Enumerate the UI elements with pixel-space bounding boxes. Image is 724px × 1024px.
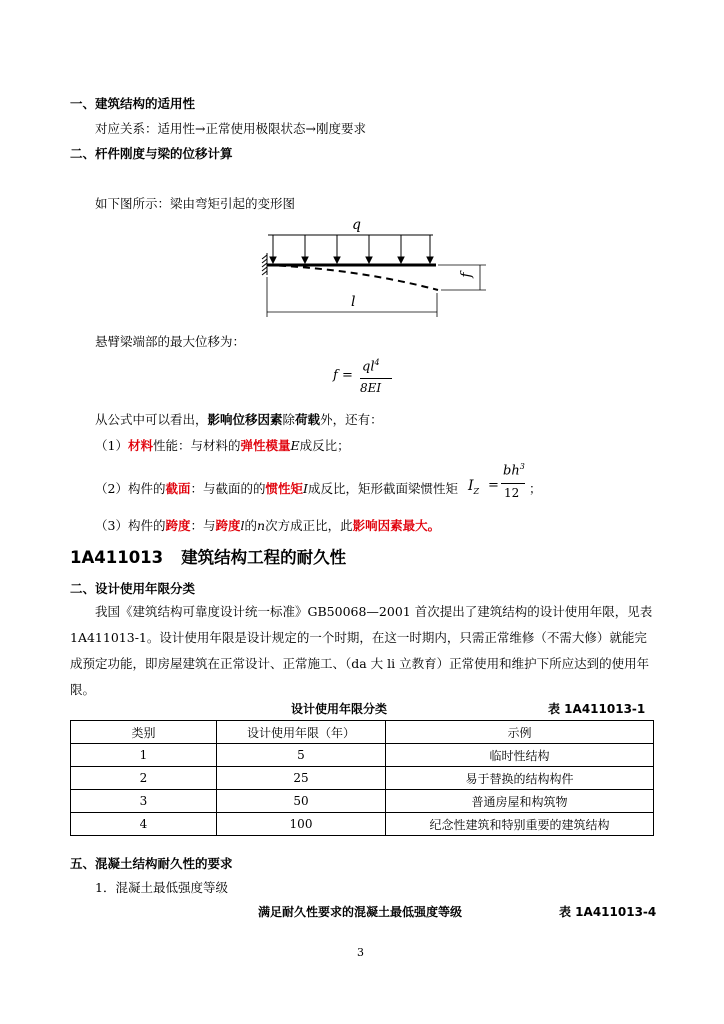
table-cell: 临时性结构 <box>386 744 654 767</box>
factor-2: （2）构件的截面：与截面的的惯性矩I成反比，矩形截面梁惯性矩 <box>95 481 458 496</box>
table4-number: 表 1A411013-4 <box>559 905 657 919</box>
table-cell: 易于替换的结构构件 <box>386 767 654 790</box>
table-cell: 1 <box>71 744 217 767</box>
factor-1: （1）材料性能：与材料的弹性模量E成反比； <box>95 438 350 453</box>
table-cell: 100 <box>217 813 386 836</box>
section5-heading: 五、混凝土结构耐久性的要求 <box>70 856 233 871</box>
formula-lhs: f = <box>333 368 353 383</box>
inertia-tail: ； <box>529 481 542 496</box>
table-row <box>71 790 654 813</box>
table-cell: 5 <box>217 744 386 767</box>
table-cell: 3 <box>71 790 217 813</box>
header-cell: 设计使用年限（年） <box>217 721 386 744</box>
formula-numerator: $ql^4$ <box>362 358 380 375</box>
table-row <box>71 744 654 767</box>
inertia-lhs: $I_Z$ <box>468 478 480 496</box>
fixed-support <box>262 253 267 275</box>
formula-denominator: 8EI <box>360 381 382 395</box>
section3-title: 1A411013 建筑结构工程的耐久性 <box>70 548 347 567</box>
factors-intro: 从公式中可以看出，影响位移因素除荷载外，还有： <box>95 412 383 427</box>
inertia-denominator: 12 <box>504 486 520 500</box>
max-displacement-text: 悬臂梁端部的最大位移为： <box>95 334 246 349</box>
table-header-row <box>71 721 654 744</box>
inertia-fraction-bar <box>501 483 525 484</box>
section1-text: 对应关系：适用性→正常使用极限状态→刚度要求 <box>95 121 366 136</box>
deflected-shape <box>267 265 438 290</box>
header-cell: 类别 <box>71 721 217 744</box>
service-life-table <box>70 720 654 836</box>
table1-caption: 设计使用年限分类 <box>291 702 388 716</box>
table-row <box>71 767 654 790</box>
page-number: 3 <box>357 946 364 959</box>
load-arrows <box>270 235 433 263</box>
label-l: l <box>351 294 356 310</box>
section5-item1: 1．混凝土最低强度等级 <box>95 880 228 895</box>
table-cell: 2 <box>71 767 217 790</box>
label-q: q <box>352 217 361 233</box>
table-cell: 普通房屋和构筑物 <box>386 790 654 813</box>
section3-paragraph: 我国《建筑结构可靠度设计统一标准》GB50068—2001 首次提出了建筑结构的设计使用年限，见表 1A411013-1。设计使用年限是设计规定的一个时期，在这一时期内，只需正常维修（不需大修）就能完成预定功能，即房屋建筑在正常设计、正常施工、（da 大 li 立教育）正常使用和维护下所应达到的使用年限。 <box>70 604 653 697</box>
table1-number: 表 1A411013-1 <box>548 702 646 716</box>
table-cell: 纪念性建筑和特别重要的建筑结构 <box>386 813 654 836</box>
table-cell: 50 <box>217 790 386 813</box>
section1-heading: 一、建筑结构的适用性 <box>70 96 196 111</box>
table-cell: 4 <box>71 813 217 836</box>
label-f: f <box>458 272 475 278</box>
cantilever-beam-diagram <box>258 213 498 323</box>
inertia-numerator: $bh^3$ <box>503 462 525 479</box>
formula-fraction-bar <box>360 378 392 379</box>
diagram-intro: 如下图所示：梁由弯矩引起的变形图 <box>95 196 296 211</box>
section2-heading: 二、杆件刚度与梁的位移计算 <box>70 146 233 161</box>
header-cell: 示例 <box>386 721 654 744</box>
table-cell: 25 <box>217 767 386 790</box>
section3-subheading: 二、设计使用年限分类 <box>70 581 196 596</box>
factor-3: （3）构件的跨度：与跨度l的n次方成正比，此影响因素最大。 <box>95 518 441 533</box>
table4-caption: 满足耐久性要求的混凝土最低强度等级 <box>258 905 463 919</box>
table-row <box>71 813 654 836</box>
inertia-eq: = <box>488 478 499 493</box>
